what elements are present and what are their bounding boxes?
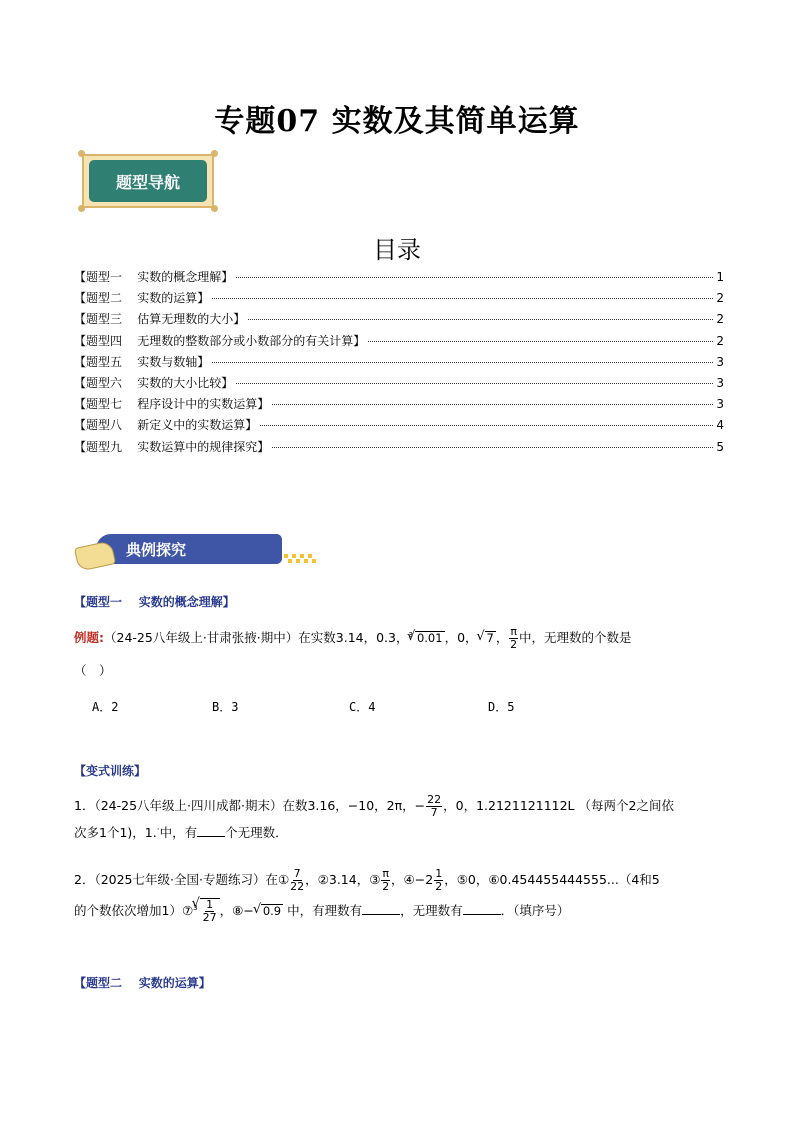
toc-item[interactable] [74,310,724,331]
dot-leader [212,362,713,363]
toc-item[interactable] [74,268,724,289]
dot-leader [260,425,713,426]
toc-item-page: 4 [716,418,724,433]
question-1-line2 [74,819,724,844]
numerator: π [510,625,517,639]
toc-item-page: 5 [716,439,724,454]
examples-badge-label: 典例探究 [96,534,282,564]
toc-item-page: 2 [716,312,724,327]
repeat-dot: · [156,825,160,835]
fraction [426,794,442,819]
toc-item-label: 【题型一 实数的概念理解】 [74,270,234,284]
numerator: 7 [293,867,301,880]
cube-root-index: 3 [193,904,198,912]
question-text: ，④−2 [391,872,434,887]
cube-root-expr [200,898,220,924]
dot-leader [212,298,713,299]
numerator: 1 [435,867,443,880]
dot-leader [272,447,713,448]
corner-dot [211,205,218,212]
irrational-answer-blank[interactable] [463,903,501,915]
cube-root-index: 3 [408,631,413,639]
question-text: （24-25八年级上·甘肃张掖·期中）在实数3.14，0.3， [104,630,409,646]
option-c[interactable]: C．4 [349,700,376,714]
fraction [434,868,443,893]
toc-item[interactable] [74,395,724,416]
toc-item-page: 3 [716,397,724,412]
example-question [74,624,724,651]
section-heading: 【题型二 实数的运算】 [74,976,211,990]
corner-dot [78,150,85,157]
examples-badge [72,532,252,572]
option-a[interactable]: A．2 [92,700,119,714]
question-text: 中，无理数的个数是 [518,630,632,646]
question-text: 的个数依次增加1）⑦ [74,903,194,919]
question-text: ．（填序号） [500,903,570,919]
denominator: 2 [510,638,518,652]
fraction [203,899,217,924]
sqrt-expr: √ 7 [485,631,496,645]
dot-leader [368,341,713,342]
dot-leader [248,319,713,320]
dot-leader [272,404,713,405]
nav-badge-label: 题型导航 [89,160,207,202]
question-text: 个无理数． [225,825,288,841]
question-text: ，0，1.2121121112L （每两个2之间依 [443,798,674,813]
question-text: ，⑧− [219,903,254,919]
option-d[interactable]: D．5 [488,700,515,714]
dot-leader [236,383,713,384]
question-text: 2．（2025七年级·全国·专题练习）在① [74,872,290,887]
denominator: 22 [290,880,305,893]
answer-blank[interactable] [197,825,225,837]
question-text: ，②3.14，③ [305,872,381,887]
toc-heading: 目录 [373,236,421,264]
answer-paren: （ ） [74,663,112,678]
denominator: 7 [430,806,438,819]
question-text: 1．（24-25八年级上·四川成都·期末）在数3.16，−10，2π，− [74,798,426,813]
toc-item-label: 【题型二 实数的运算】 [74,291,210,306]
table-of-contents [74,268,724,459]
checker-stripe-icon [284,554,318,564]
toc-item-label: 【题型七 程序设计中的实数运算】 [74,397,270,412]
toc-item-label: 【题型三 估算无理数的大小】 [74,312,246,327]
denominator: 27 [202,911,217,925]
question-text: 次多1个1)，1. [74,825,157,841]
fraction [290,868,304,893]
toc-item[interactable] [74,416,724,437]
dot-leader [236,277,713,278]
toc-item-label: 【题型四 无理数的整数部分或小数部分的有关计算】 [74,333,366,348]
denominator: 2 [382,880,390,893]
question-text: 中，有 [159,825,198,841]
question-2-line2 [74,894,724,925]
toc-item[interactable] [74,332,724,353]
toc-item-page: 1 [716,270,724,284]
question-2-line1 [74,866,724,894]
sqrt-expr: √ 0.9 [261,904,283,918]
question-text: 中，有理数有 [283,903,363,919]
corner-dot [78,205,85,212]
question-1 [74,794,724,844]
toc-item-label: 【题型六 实数的大小比较】 [74,375,234,390]
toc-item-page: 2 [716,291,724,306]
numerator: 22 [427,793,442,806]
toc-item-page: 3 [716,375,724,390]
section-heading: 【题型一 实数的概念理解】 [74,595,235,609]
toc-item[interactable] [74,438,724,459]
toc-item[interactable] [74,289,724,310]
numerator: π [382,867,390,880]
toc-item-label: 【题型八 新定义中的实数运算】 [74,418,258,433]
question-text: ， [495,630,509,646]
question-text: ，⑤0，⑥0.454455444555...（4和5 [444,872,660,887]
question-1-line1 [74,794,724,819]
toc-item-label: 【题型五 实数与数轴】 [74,354,210,369]
fraction [381,868,390,893]
question-text: ，无理数有 [400,903,463,919]
numerator: √ 1 [206,898,214,912]
toc-item-page: 3 [716,354,724,369]
rational-answer-blank[interactable] [362,903,400,915]
denominator: 2 [435,880,443,893]
example-label: 例题: [74,630,104,646]
toc-item-page: 2 [716,333,724,348]
variant-heading: 【变式训练】 [74,764,147,778]
toc-item[interactable] [74,374,724,395]
page-title: 专题07 实数及其简单运算 [214,104,580,139]
option-b[interactable]: B．3 [212,700,239,714]
toc-item[interactable] [74,353,724,374]
book-icon [74,540,116,571]
corner-dot [211,150,218,157]
fraction [509,626,518,651]
toc-item-label: 【题型九 实数运算中的规律探究】 [74,439,270,454]
cube-root-expr: √ 0.01 [415,631,445,645]
question-text: ，0， [444,630,478,646]
nav-badge [78,150,218,212]
question-2 [74,866,724,925]
